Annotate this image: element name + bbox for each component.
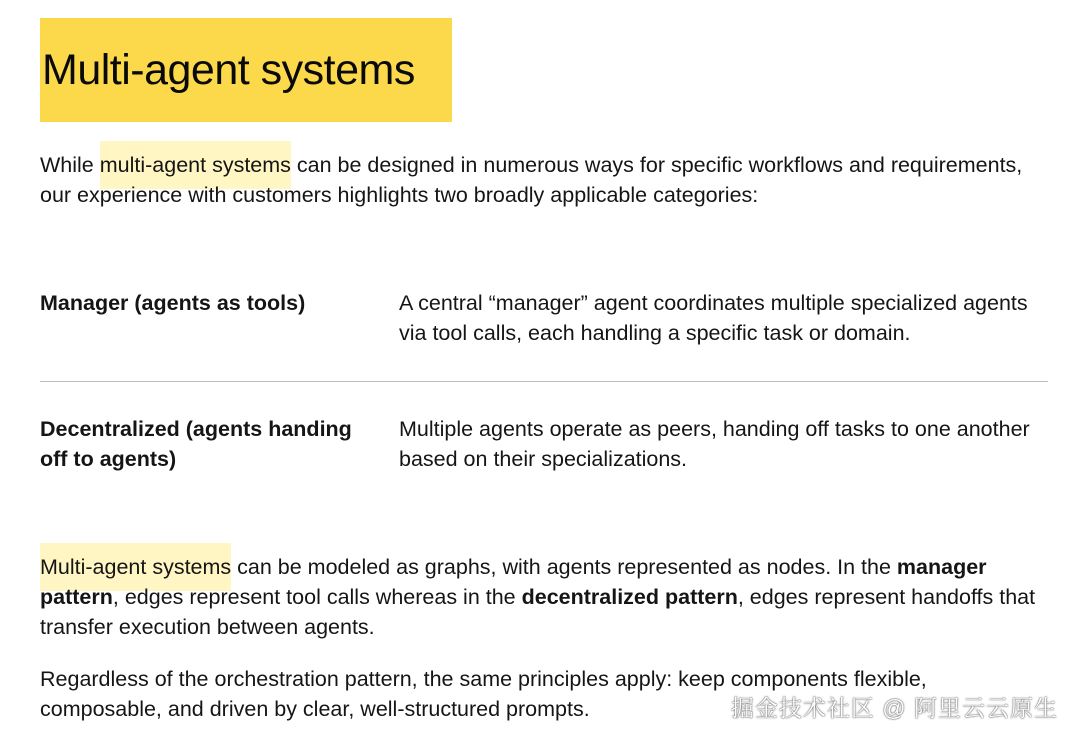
closing-paragraph: Regardless of the orchestration pattern, the same principles apply: keep components flexible, composable, and driven by clear, well-structured prompts. bbox=[40, 667, 927, 721]
pattern-label-decentralized: Decentralized (agents handing off to agents) bbox=[40, 417, 352, 471]
watermark: 掘金技术社区 @ 阿里云云原生 bbox=[730, 695, 1058, 721]
pattern-description-decentralized: Multiple agents operate as peers, handing off tasks to one another based on their specializations. bbox=[399, 417, 1030, 471]
intro-text-start: While bbox=[40, 153, 100, 177]
intro-paragraph bbox=[40, 150, 1040, 210]
graph-text-1: can be modeled as graphs, with agents represented as nodes. In the bbox=[231, 555, 897, 579]
graph-bold-manager-pattern: manager pattern bbox=[40, 555, 987, 609]
pattern-description-manager: A central “manager” agent coordinates multiple specialized agents via tool calls, each handling a specific task or domain. bbox=[399, 291, 1028, 345]
table-divider bbox=[40, 381, 1048, 382]
title-highlight-block bbox=[40, 18, 452, 122]
intro-text-end: can be designed in numerous ways for specific workflows and requirements, our experience with customers highlights two broadly applicable categories: bbox=[40, 153, 1023, 207]
page-title: Multi-agent systems bbox=[42, 45, 415, 94]
graph-highlighted-term: Multi-agent systems bbox=[40, 543, 231, 591]
pattern-label-manager: Manager (agents as tools) bbox=[40, 291, 306, 315]
graph-text-2: , edges represent tool calls whereas in the bbox=[112, 585, 522, 609]
intro-highlighted-term: multi-agent systems bbox=[100, 141, 291, 189]
graph-paragraph bbox=[40, 552, 1060, 642]
graph-bold-decentralized-pattern: decentralized pattern bbox=[521, 585, 738, 609]
graph-text-3: , edges represent handoffs that transfer execution between agents. bbox=[40, 585, 1036, 639]
